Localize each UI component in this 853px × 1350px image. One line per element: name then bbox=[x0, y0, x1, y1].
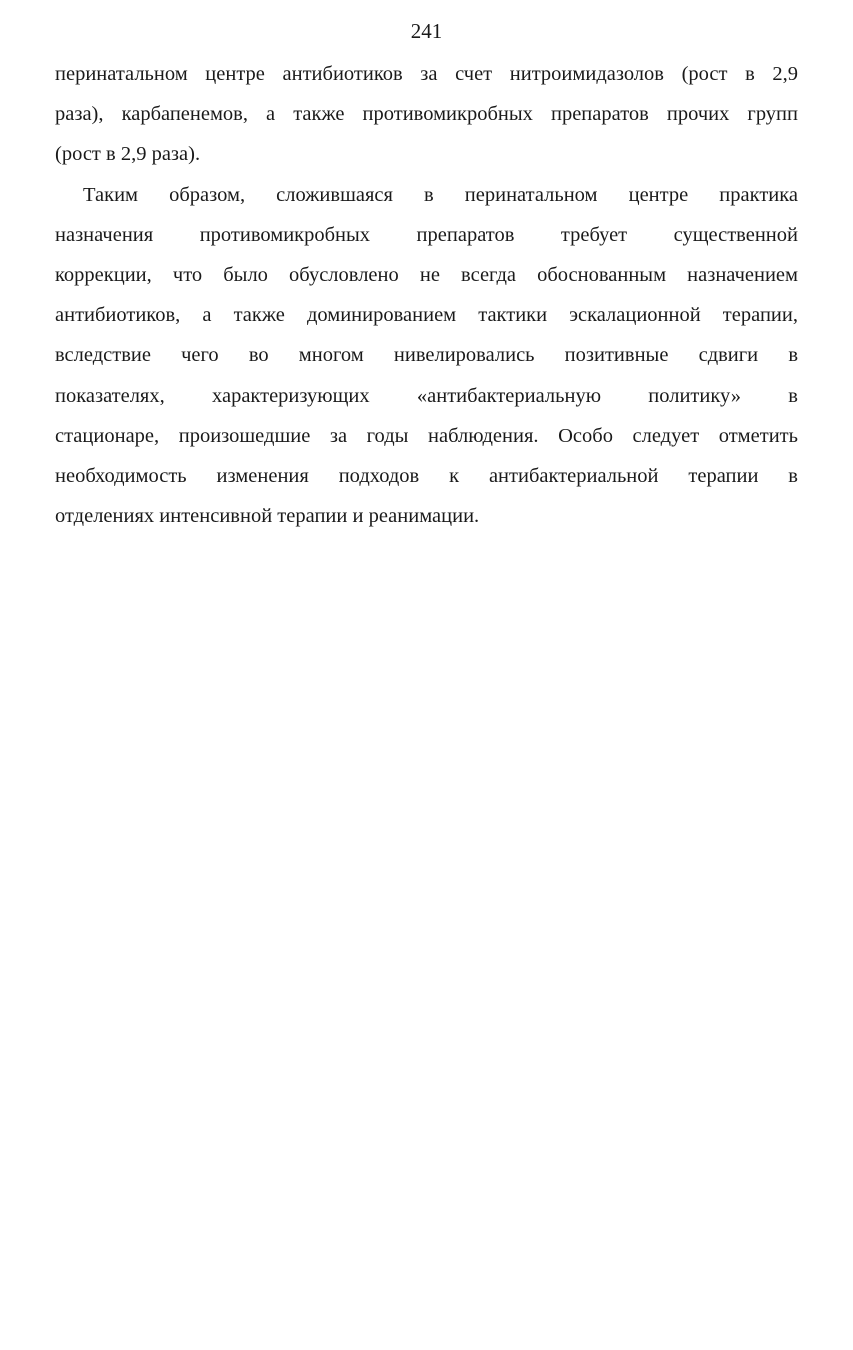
text-line: показателях, характеризующих «антибактериальную политику» в bbox=[55, 384, 798, 407]
paragraph-1 bbox=[55, 54, 798, 175]
text-line: антибиотиков, а также доминированием тактики эскалационной терапии, bbox=[55, 304, 798, 327]
text-line: назначения противомикробных препаратов требует существенной bbox=[55, 223, 798, 246]
text-line: вследствие чего во многом нивелировались позитивные сдвиги в bbox=[55, 344, 798, 367]
text-line: необходимость изменения подходов к антибактериальной терапии в bbox=[55, 464, 798, 487]
text-line: отделениях интенсивной терапии и реанимации. bbox=[55, 505, 480, 528]
text-line: коррекции, что было обусловлено не всегда обоснованным назначением bbox=[55, 263, 798, 286]
text-line: перинатальном центре антибиотиков за счет нитроимидазолов (рост в 2,9 bbox=[55, 63, 798, 85]
text-line: стационаре, произошедшие за годы наблюдения. Особо следует отметить bbox=[55, 424, 798, 447]
text-line: Таким образом, сложившаяся в перинатальном центре практика bbox=[83, 183, 798, 206]
body-text bbox=[55, 54, 798, 536]
text-line: (рост в 2,9 раза). bbox=[55, 143, 201, 166]
text-line: раза), карбапенемов, а также противомикробных препаратов прочих групп bbox=[55, 103, 798, 126]
paragraph-2 bbox=[55, 175, 798, 537]
page-number: 241 bbox=[410, 19, 443, 43]
